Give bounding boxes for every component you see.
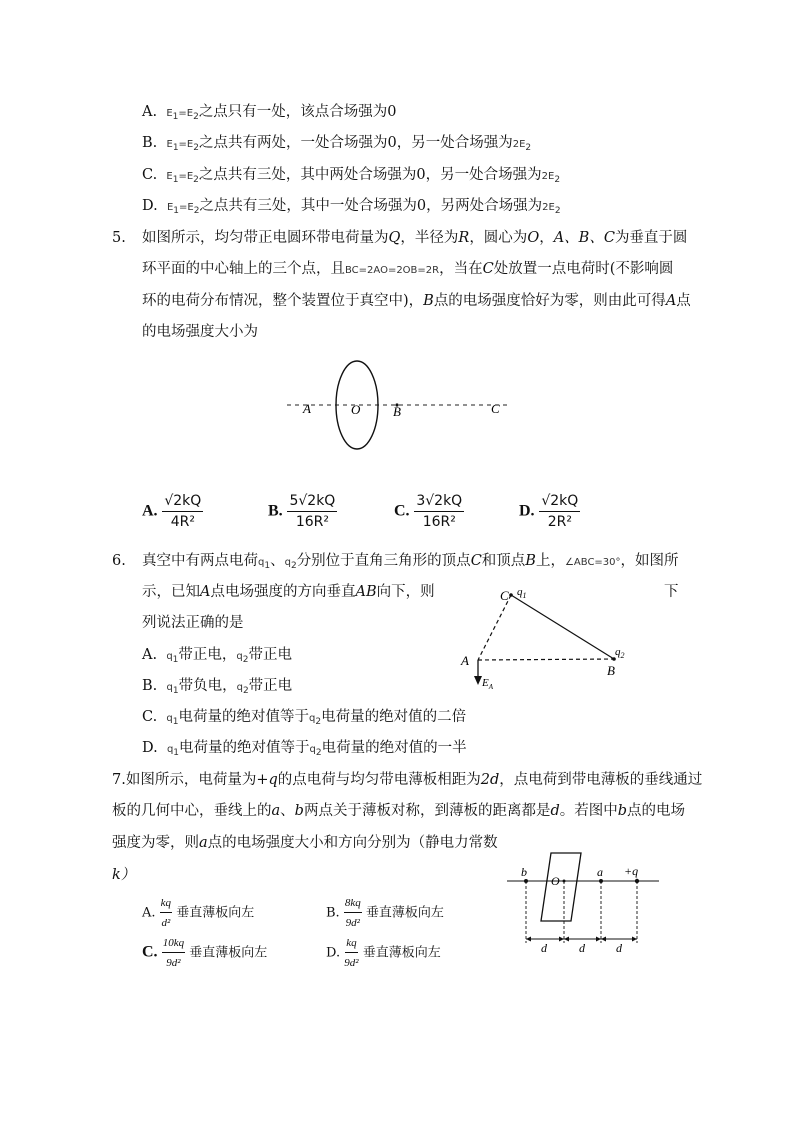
q6-edge-ab [478, 659, 614, 660]
q5-option-c[interactable]: C. $\frac{3√2kQ}{\text{16R²}}$ [394, 493, 463, 530]
q6-stem-line2: 示，已知A点电场强度的方向垂直AB向下，则 [142, 584, 435, 600]
q5-option-b[interactable]: B. $\frac{5√2kQ}{\text{16R²}}$ [268, 493, 336, 530]
q5-stem-line2: 环平面的中心轴上的三个点，且BC=2AO=2OB=2R，当在C处放置一点电荷时(不影响圆 [142, 261, 674, 277]
q5-stem-line1: 如图所示，均匀带正电圆环带电荷量为Q，半径为R，圆心为O，A、B、C为垂直于圆 [142, 230, 688, 246]
q5-number: 5. [112, 230, 126, 246]
q6-edge-cb [511, 595, 614, 659]
q7-option-d[interactable]: D. $\frac{kq}{\text{9d²}}$ 垂直薄板向左 [326, 934, 441, 972]
q6-label-b: B [607, 663, 615, 678]
q5-stem-line4: 的电场强度大小为 [142, 324, 258, 340]
q7-label-d2: d [579, 941, 585, 955]
q7-option-a[interactable]: A. $\frac{kq}{\text{d²}}$ 垂直薄板向左 [142, 894, 254, 932]
q4-option-d: D. E1=E2之点共有三处，其中一处合场强为0，另两处合场强为2E2 [142, 198, 561, 216]
q5-label-o: O [351, 402, 361, 417]
q7-stem-line3: 强度为零，则a点的电场强度大小和方向分别为（静电力常数 [112, 835, 498, 851]
q6-field-arrow-head [474, 676, 482, 685]
q7-stem-line2: 板的几何中心，垂线上的a、b两点关于薄板对称，到薄板的距离都是d。若图中b点的电场 [112, 803, 686, 819]
q6-stem-line3: 列说法正确的是 [142, 615, 244, 631]
q6-option-a[interactable]: A. q1带正电，q2带正电 [142, 647, 292, 665]
q5-stem-line3: 环的电荷分布情况，整个装置位于真空中)，B点的电场强度恰好为零，则由此可得A点 [142, 293, 691, 309]
q6-option-c[interactable]: C. q1电荷量的绝对值等于q2电荷量的绝对值的二倍 [142, 709, 467, 727]
q7-label-b: b [521, 865, 527, 879]
q6-stem-line2-tail: 下 [664, 584, 679, 600]
q5-ring-figure [285, 355, 510, 450]
q6-stem-line1: 真空中有两点电荷q1、q2分别位于直角三角形的顶点C和顶点B上，∠ABC=30°，如图所 [142, 553, 679, 571]
q6-triangle-figure [455, 583, 640, 693]
q5-option-d[interactable]: D. $\frac{√2kQ}{\text{2R²}}$ [519, 493, 579, 530]
q4-option-b: B. E1=E2之点共有两处，一处合场强为0，另一处合场强为2E2 [142, 135, 532, 153]
q7-stem-line4: k） [112, 867, 136, 883]
q6-option-b[interactable]: B. q1带负电，q2带正电 [142, 678, 293, 696]
q5-label-c: C [491, 401, 500, 416]
q6-label-q1: $q_1$ [517, 586, 527, 600]
q6-label-q2: $q_2$ [615, 646, 625, 660]
q6-edge-ca [478, 595, 511, 660]
q4-option-c: C. E1=E2之点共有三处，其中两处合场强为0，另一处合场强为2E2 [142, 167, 561, 185]
q7-charged-plate [541, 853, 581, 921]
q5-label-a: A [303, 401, 311, 416]
q7-stem-line1: 7.如图所示，电荷量为+q的点电荷与均匀带电薄板相距为2d，点电荷到带电薄板的垂线通过 [112, 772, 703, 788]
q7-option-b[interactable]: B. $\frac{8kq}{\text{9d²}}$ 垂直薄板向左 [326, 894, 444, 932]
q5-label-b: B [393, 404, 401, 419]
q7-plate-figure [503, 848, 663, 958]
q4-option-a: A. E1=E2之点只有一处，该点合场强为0 [142, 104, 397, 122]
q7-label-o: O [551, 874, 560, 888]
q6-option-d[interactable]: D. q1电荷量的绝对值等于q2电荷量的绝对值的一半 [142, 740, 467, 758]
q7-label-d1: d [541, 941, 547, 955]
q6-label-a: A [461, 653, 469, 668]
q5-option-a[interactable]: A. $\frac{√2kQ}{\text{4R²}}$ [142, 493, 202, 530]
q6-number: 6. [112, 553, 126, 569]
q7-label-q: +q [624, 864, 639, 878]
q6-label-c: C [500, 588, 509, 603]
q7-label-d3: d [616, 941, 622, 955]
q7-label-a: a [597, 865, 603, 879]
q6-charge-q1-dot [509, 593, 513, 597]
q6-label-ea: $E_A$ [482, 677, 494, 691]
q7-option-c[interactable]: C. $\frac{10kq}{\text{9d²}}$ 垂直薄板向左 [142, 934, 267, 972]
